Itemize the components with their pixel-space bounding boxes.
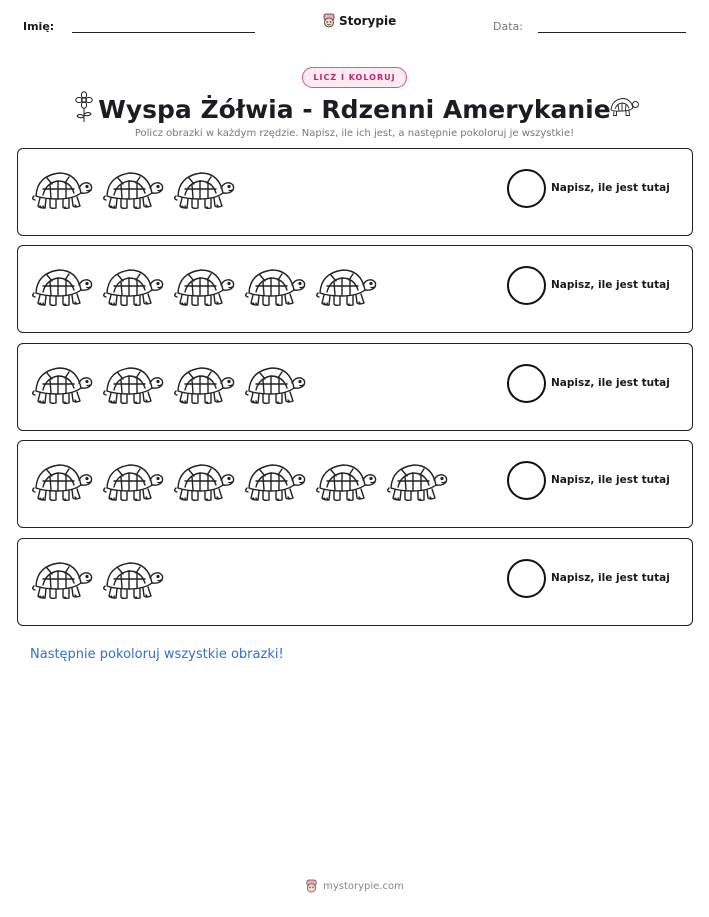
turtle-icon — [30, 458, 94, 506]
counting-row-4 — [17, 440, 693, 528]
footer-url: mystorypie.com — [323, 881, 404, 892]
turtle-icon — [243, 458, 307, 506]
turtle-icon — [172, 166, 236, 214]
turtle-icon — [101, 166, 165, 214]
turtle-group — [30, 458, 449, 506]
turtle-icon — [30, 166, 94, 214]
answer-prompt: Napisz, ile jest tutaj — [551, 182, 670, 194]
turtle-group — [30, 166, 236, 214]
turtle-group — [30, 556, 165, 604]
turtle-icon — [243, 361, 307, 409]
answer-prompt: Napisz, ile jest tutaj — [551, 572, 670, 584]
brand — [322, 13, 396, 29]
name-label: Imię: — [23, 20, 55, 33]
turtle-icon — [606, 95, 640, 119]
name-field[interactable] — [72, 32, 255, 33]
answer-prompt: Napisz, ile jest tutaj — [551, 279, 670, 291]
activity-badge: LICZ I KOLORUJ — [302, 67, 407, 88]
answer-circle[interactable] — [507, 559, 546, 598]
answer-circle[interactable] — [507, 266, 546, 305]
counting-row-2 — [17, 245, 693, 333]
answer-prompt: Napisz, ile jest tutaj — [551, 377, 670, 389]
turtle-icon — [30, 361, 94, 409]
turtle-icon — [314, 263, 378, 311]
turtle-icon — [30, 556, 94, 604]
footer — [0, 879, 709, 894]
storypie-logo-icon — [305, 879, 318, 894]
answer-circle[interactable] — [507, 169, 546, 208]
answer-circle[interactable] — [507, 364, 546, 403]
counting-row-3 — [17, 343, 693, 431]
turtle-icon — [101, 361, 165, 409]
turtle-group — [30, 263, 378, 311]
turtle-icon — [172, 361, 236, 409]
date-field[interactable] — [538, 32, 686, 33]
instructions-subtitle: Policz obrazki w każdym rzędzie. Napisz, ile ich jest, a następnie pokoloruj je wszystkie! — [134, 128, 575, 139]
turtle-icon — [101, 458, 165, 506]
turtle-icon — [172, 458, 236, 506]
turtle-icon — [314, 458, 378, 506]
date-label: Data: — [493, 20, 523, 33]
counting-row-5 — [17, 538, 693, 626]
counting-row-1 — [17, 148, 693, 236]
answer-prompt: Napisz, ile jest tutaj — [551, 474, 670, 486]
answer-circle[interactable] — [507, 461, 546, 500]
turtle-group — [30, 361, 307, 409]
turtle-icon — [172, 263, 236, 311]
turtle-icon — [101, 263, 165, 311]
page-title: Wyspa Żółwia - Rdzenni Amerykanie — [98, 94, 611, 124]
storypie-logo-icon — [322, 13, 336, 29]
turtle-icon — [385, 458, 449, 506]
turtle-icon — [243, 263, 307, 311]
coloring-instruction: Następnie pokoloruj wszystkie obrazki! — [30, 647, 284, 662]
turtle-icon — [30, 263, 94, 311]
turtle-icon — [101, 556, 165, 604]
brand-name: Storypie — [339, 14, 397, 28]
